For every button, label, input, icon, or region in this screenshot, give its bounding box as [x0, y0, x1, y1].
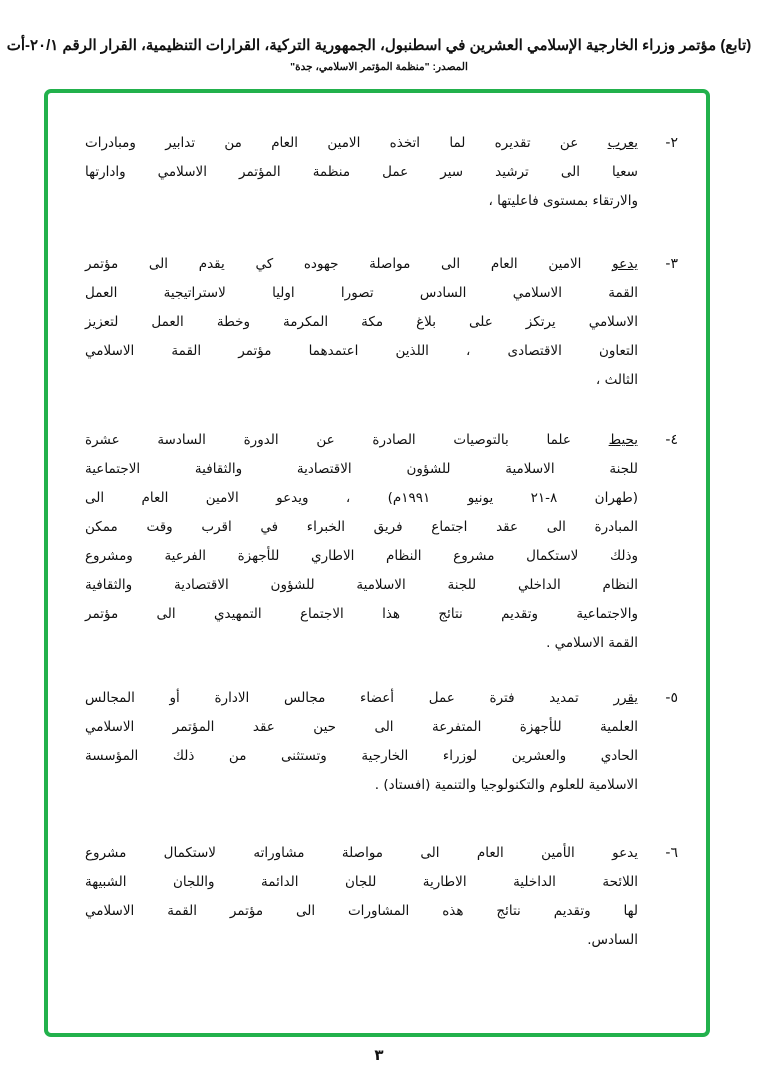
paragraph-line	[85, 629, 638, 658]
line-text: تمديد فترة عمل أعضاء مجالس الادارة أو المجالس	[85, 690, 579, 706]
paragraph-number: ٤-	[665, 432, 678, 448]
paragraph-number: ٢-	[665, 135, 678, 151]
resolution-paragraph	[85, 129, 678, 216]
line-text: اللائحة الداخلية الاطارية للجان الدائمة واللجان الشبيهة	[85, 874, 638, 890]
paragraph-line	[85, 684, 638, 713]
operative-verb: يحيط	[608, 432, 638, 448]
paragraph-line	[85, 455, 638, 484]
paragraph-line	[85, 926, 638, 955]
line-text: لها وتقديم نتائج هذه المشاورات الى مؤتمر القمة الاسلامي	[85, 903, 638, 919]
paragraph-line	[85, 771, 638, 800]
paragraph-line	[85, 279, 638, 308]
line-text: المبادرة الى عقد اجتماع فريق الخبراء في اقرب وقت ممكن	[85, 519, 638, 535]
line-text: (طهران ٨-٢١ يونيو ١٩٩١م) ، ويدعو الامين العام الى	[85, 490, 639, 506]
line-text: الامين العام الى مواصلة جهوده كي يقدم الى مؤتمر	[85, 256, 582, 272]
resolution-paragraph	[85, 426, 678, 658]
operative-verb: يعرب	[607, 135, 638, 151]
paragraph-line	[85, 839, 638, 868]
paragraph-line	[85, 366, 638, 395]
paragraph-line	[85, 713, 638, 742]
line-text: يدعو الأمين العام الى مواصلة مشاوراته لاستكمال مشروع	[85, 845, 638, 861]
resolution-paragraph	[85, 250, 678, 395]
line-text: الثالث ،	[595, 372, 638, 388]
line-text: السادس.	[587, 932, 638, 948]
line-text: للجنة الاسلامية للشؤون الاقتصادية والثقافية الاجتماعية	[85, 461, 638, 477]
page-number: ٣	[374, 1046, 384, 1064]
paragraph-line	[85, 129, 638, 158]
line-text: وذلك لاستكمال مشروع النظام الاطاري للأجهزة الفرعية ومشروع	[85, 548, 638, 564]
line-text: العلمية للأجهزة المتفرعة الى حين عقد المؤتمر الاسلامي	[85, 719, 638, 735]
line-text: القمة الاسلامي .	[546, 635, 638, 651]
line-text: القمة الاسلامي السادس تصورا اوليا لاستراتيجية العمل	[85, 285, 638, 301]
paragraph-number: ٣-	[665, 256, 678, 272]
line-text: والارتقاء بمستوى فاعليتها ،	[488, 193, 638, 209]
paragraph-line	[85, 897, 638, 926]
paragraph-line	[85, 308, 638, 337]
line-text: عن تقديره لما اتخذه الامين العام من تدابير ومبادرات	[85, 135, 579, 151]
paragraph-line	[85, 187, 638, 216]
paragraph-line	[85, 250, 638, 279]
resolution-paragraph	[85, 839, 678, 955]
paragraph-line	[85, 868, 638, 897]
line-text: علما بالتوصيات الصادرة عن الدورة السادسة عشرة	[85, 432, 571, 448]
paragraph-line	[85, 542, 638, 571]
line-text: التعاون الاقتصادى ، اللذين اعتمدهما مؤتمر القمة الاسلامي	[85, 343, 638, 359]
line-text: الاسلامية للعلوم والتكنولوجيا والتنمية (افستاد) .	[374, 777, 638, 793]
line-text: النظام الداخلي للجنة الاسلامية للشؤون الاقتصادية والثقافية	[85, 577, 638, 593]
operative-verb: يقرر	[613, 690, 638, 706]
paragraph-line	[85, 158, 638, 187]
paragraph-line	[85, 513, 638, 542]
operative-verb: يدعو	[612, 256, 638, 272]
paragraph-number: ٦-	[665, 845, 678, 861]
document-title: (تابع) مؤتمر وزراء الخارجية الإسلامي العشرين في اسطنبول، الجمهورية التركية، القرارات التنظيمية، القرار الرقم ٢٠/١-أت	[6, 37, 752, 54]
line-text: الحادي والعشرين لوزراء الخارجية وتستثنى من ذلك المؤسسة	[85, 748, 638, 764]
paragraph-line	[85, 600, 638, 629]
paragraph-line	[85, 337, 638, 366]
paragraph-line	[85, 742, 638, 771]
line-text: الاسلامي يرتكز على بلاغ مكة المكرمة وخطة العمل لتعزيز	[85, 314, 638, 330]
document-source: المصدر: "منظمة المؤتمر الاسلامي، جدة"	[290, 61, 468, 73]
paragraph-line	[85, 484, 638, 513]
line-text: سعيا الى ترشيد سير عمل منظمة المؤتمر الاسلامي وادارتها	[85, 164, 638, 180]
paragraph-line	[85, 571, 638, 600]
resolution-paragraph	[85, 684, 678, 800]
paragraph-number: ٥-	[665, 690, 678, 706]
paragraph-line	[85, 426, 638, 455]
line-text: والاجتماعية وتقديم نتائج هذا الاجتماع التمهيدي الى مؤتمر	[85, 606, 638, 622]
